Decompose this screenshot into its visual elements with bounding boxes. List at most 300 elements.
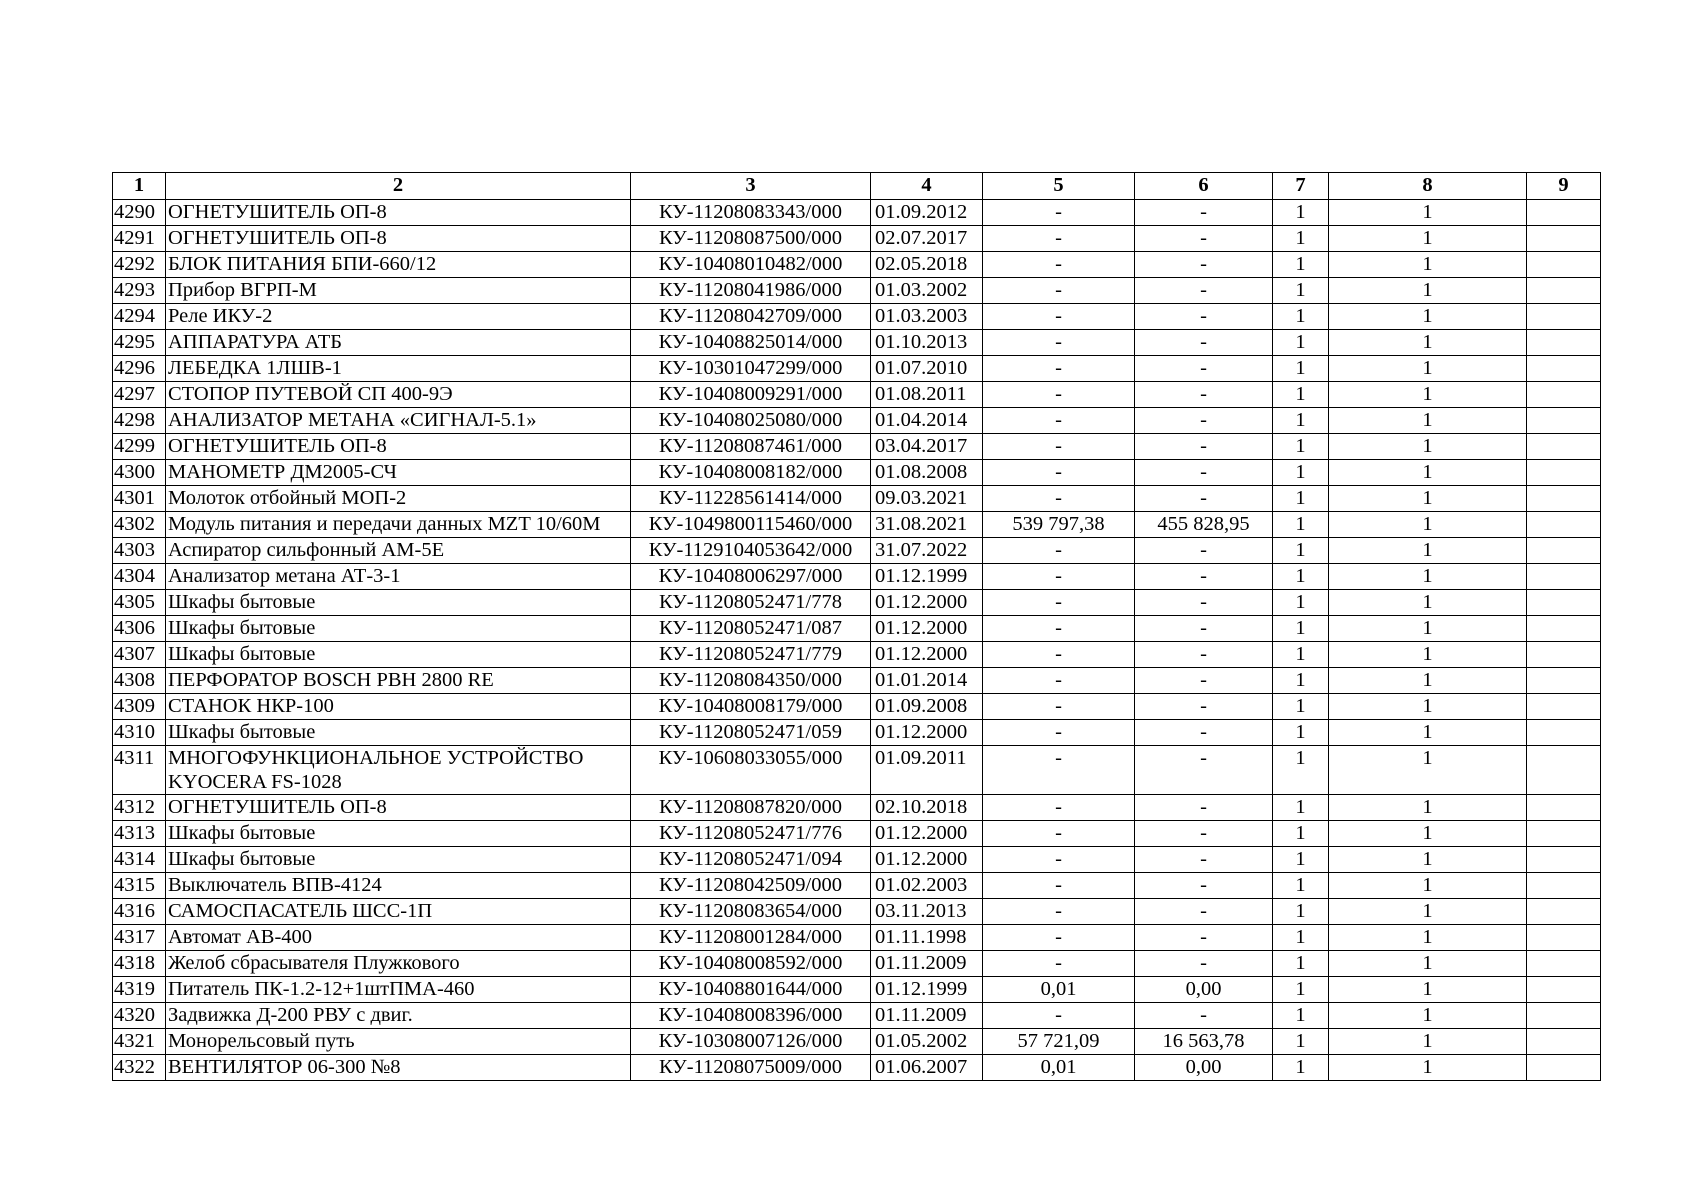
quantity-actual-cell: 1 <box>1329 873 1527 899</box>
residual-value-cell: - <box>1135 564 1273 590</box>
name-cell: МНОГОФУНКЦИОНАЛЬНОЕ УСТРОЙСТВО KYOCERA FS-1028 <box>166 746 631 795</box>
row-number-cell: 4311 <box>113 746 166 795</box>
inventory-code-cell: КУ-10408006297/000 <box>631 564 871 590</box>
quantity-cell: 1 <box>1273 590 1329 616</box>
quantity-actual-cell: 1 <box>1329 564 1527 590</box>
quantity-cell: 1 <box>1273 746 1329 795</box>
name-cell: МАНОМЕТР ДМ2005-СЧ <box>166 460 631 486</box>
table-row <box>113 873 1601 899</box>
date-cell: 31.08.2021 <box>871 512 983 538</box>
column-header: 1 <box>113 173 166 200</box>
quantity-cell: 1 <box>1273 847 1329 873</box>
residual-value-cell: - <box>1135 951 1273 977</box>
table-row <box>113 720 1601 746</box>
note-cell <box>1527 977 1601 1003</box>
value-cell: 539 797,38 <box>983 512 1135 538</box>
table-row <box>113 1003 1601 1029</box>
quantity-actual-cell: 1 <box>1329 694 1527 720</box>
quantity-actual-cell: 1 <box>1329 925 1527 951</box>
quantity-cell: 1 <box>1273 356 1329 382</box>
row-number-cell: 4319 <box>113 977 166 1003</box>
quantity-cell: 1 <box>1273 951 1329 977</box>
value-cell: - <box>983 382 1135 408</box>
date-cell: 01.11.2009 <box>871 951 983 977</box>
note-cell <box>1527 847 1601 873</box>
table-row <box>113 899 1601 925</box>
value-cell: - <box>983 356 1135 382</box>
date-cell: 03.04.2017 <box>871 434 983 460</box>
table-row <box>113 616 1601 642</box>
inventory-code-cell: КУ-10408008182/000 <box>631 460 871 486</box>
residual-value-cell: 0,00 <box>1135 977 1273 1003</box>
name-cell: ЛЕБЕДКА 1ЛШВ-1 <box>166 356 631 382</box>
name-cell: Шкафы бытовые <box>166 847 631 873</box>
inventory-code-cell: КУ-11208052471/059 <box>631 720 871 746</box>
date-cell: 01.07.2010 <box>871 356 983 382</box>
residual-value-cell: - <box>1135 382 1273 408</box>
residual-value-cell: - <box>1135 668 1273 694</box>
quantity-cell: 1 <box>1273 278 1329 304</box>
row-number-cell: 4298 <box>113 408 166 434</box>
note-cell <box>1527 951 1601 977</box>
residual-value-cell: - <box>1135 925 1273 951</box>
name-cell: Автомат АВ-400 <box>166 925 631 951</box>
row-number-cell: 4293 <box>113 278 166 304</box>
name-cell: СТАНОК НКР-100 <box>166 694 631 720</box>
name-cell: Реле ИКУ-2 <box>166 304 631 330</box>
row-number-cell: 4321 <box>113 1029 166 1055</box>
date-cell: 01.11.1998 <box>871 925 983 951</box>
quantity-cell: 1 <box>1273 977 1329 1003</box>
residual-value-cell: 0,00 <box>1135 1055 1273 1081</box>
quantity-cell: 1 <box>1273 408 1329 434</box>
date-cell: 01.12.2000 <box>871 590 983 616</box>
quantity-actual-cell: 1 <box>1329 899 1527 925</box>
date-cell: 02.10.2018 <box>871 795 983 821</box>
name-cell: Шкафы бытовые <box>166 720 631 746</box>
date-cell: 01.12.2000 <box>871 720 983 746</box>
name-cell: Задвижка Д-200 РВУ с двиг. <box>166 1003 631 1029</box>
column-header: 6 <box>1135 173 1273 200</box>
quantity-cell: 1 <box>1273 720 1329 746</box>
inventory-code-cell: КУ-11208041986/000 <box>631 278 871 304</box>
residual-value-cell: - <box>1135 486 1273 512</box>
residual-value-cell: - <box>1135 720 1273 746</box>
inventory-code-cell: КУ-11208083654/000 <box>631 899 871 925</box>
row-number-cell: 4297 <box>113 382 166 408</box>
note-cell <box>1527 616 1601 642</box>
row-number-cell: 4312 <box>113 795 166 821</box>
quantity-cell: 1 <box>1273 925 1329 951</box>
date-cell: 01.12.2000 <box>871 616 983 642</box>
note-cell <box>1527 564 1601 590</box>
quantity-cell: 1 <box>1273 304 1329 330</box>
quantity-cell: 1 <box>1273 512 1329 538</box>
date-cell: 01.09.2011 <box>871 746 983 795</box>
date-cell: 01.11.2009 <box>871 1003 983 1029</box>
inventory-code-cell: КУ-10408008179/000 <box>631 694 871 720</box>
quantity-actual-cell: 1 <box>1329 304 1527 330</box>
value-cell: - <box>983 460 1135 486</box>
name-cell: Монорельсовый путь <box>166 1029 631 1055</box>
residual-value-cell: - <box>1135 356 1273 382</box>
residual-value-cell: - <box>1135 538 1273 564</box>
inventory-table-container <box>112 172 1600 1081</box>
date-cell: 01.12.2000 <box>871 847 983 873</box>
value-cell: - <box>983 899 1135 925</box>
table-row <box>113 252 1601 278</box>
inventory-code-cell: КУ-10301047299/000 <box>631 356 871 382</box>
table-row <box>113 590 1601 616</box>
note-cell <box>1527 821 1601 847</box>
inventory-code-cell: КУ-10608033055/000 <box>631 746 871 795</box>
date-cell: 01.12.2000 <box>871 642 983 668</box>
table-row <box>113 538 1601 564</box>
quantity-cell: 1 <box>1273 899 1329 925</box>
value-cell: - <box>983 278 1135 304</box>
residual-value-cell: - <box>1135 746 1273 795</box>
value-cell: - <box>983 226 1135 252</box>
note-cell <box>1527 356 1601 382</box>
residual-value-cell: - <box>1135 795 1273 821</box>
quantity-cell: 1 <box>1273 1055 1329 1081</box>
date-cell: 01.12.1999 <box>871 564 983 590</box>
value-cell: - <box>983 434 1135 460</box>
date-cell: 01.12.1999 <box>871 977 983 1003</box>
name-cell: Шкафы бытовые <box>166 616 631 642</box>
note-cell <box>1527 873 1601 899</box>
quantity-cell: 1 <box>1273 226 1329 252</box>
date-cell: 01.09.2008 <box>871 694 983 720</box>
quantity-actual-cell: 1 <box>1329 330 1527 356</box>
table-row <box>113 1029 1601 1055</box>
note-cell <box>1527 642 1601 668</box>
row-number-cell: 4295 <box>113 330 166 356</box>
note-cell <box>1527 795 1601 821</box>
name-cell: СТОПОР ПУТЕВОЙ СП 400-9Э <box>166 382 631 408</box>
row-number-cell: 4300 <box>113 460 166 486</box>
value-cell: 0,01 <box>983 977 1135 1003</box>
quantity-cell: 1 <box>1273 616 1329 642</box>
table-row <box>113 486 1601 512</box>
row-number-cell: 4317 <box>113 925 166 951</box>
date-cell: 01.10.2013 <box>871 330 983 356</box>
name-cell: Выключатель ВПВ-4124 <box>166 873 631 899</box>
quantity-actual-cell: 1 <box>1329 720 1527 746</box>
table-row <box>113 795 1601 821</box>
residual-value-cell: - <box>1135 460 1273 486</box>
column-header: 4 <box>871 173 983 200</box>
value-cell: - <box>983 486 1135 512</box>
note-cell <box>1527 382 1601 408</box>
date-cell: 01.02.2003 <box>871 873 983 899</box>
row-number-cell: 4320 <box>113 1003 166 1029</box>
value-cell: - <box>983 616 1135 642</box>
table-row <box>113 668 1601 694</box>
residual-value-cell: - <box>1135 226 1273 252</box>
name-cell: АППАРАТУРА АТБ <box>166 330 631 356</box>
value-cell: - <box>983 330 1135 356</box>
residual-value-cell: - <box>1135 899 1273 925</box>
name-cell: Молоток отбойный МОП-2 <box>166 486 631 512</box>
quantity-actual-cell: 1 <box>1329 642 1527 668</box>
value-cell: - <box>983 304 1135 330</box>
date-cell: 31.07.2022 <box>871 538 983 564</box>
note-cell <box>1527 278 1601 304</box>
quantity-cell: 1 <box>1273 668 1329 694</box>
row-number-cell: 4307 <box>113 642 166 668</box>
column-header: 2 <box>166 173 631 200</box>
quantity-actual-cell: 1 <box>1329 1003 1527 1029</box>
value-cell: - <box>983 951 1135 977</box>
table-row <box>113 925 1601 951</box>
quantity-actual-cell: 1 <box>1329 951 1527 977</box>
residual-value-cell: 16 563,78 <box>1135 1029 1273 1055</box>
column-header: 5 <box>983 173 1135 200</box>
name-cell: Шкафы бытовые <box>166 590 631 616</box>
date-cell: 01.05.2002 <box>871 1029 983 1055</box>
value-cell: - <box>983 873 1135 899</box>
quantity-actual-cell: 1 <box>1329 590 1527 616</box>
quantity-cell: 1 <box>1273 460 1329 486</box>
note-cell <box>1527 1003 1601 1029</box>
value-cell: - <box>983 1003 1135 1029</box>
quantity-cell: 1 <box>1273 252 1329 278</box>
name-cell: ОГНЕТУШИТЕЛЬ ОП-8 <box>166 795 631 821</box>
note-cell <box>1527 304 1601 330</box>
quantity-cell: 1 <box>1273 642 1329 668</box>
residual-value-cell: - <box>1135 252 1273 278</box>
value-cell: - <box>983 252 1135 278</box>
inventory-code-cell: КУ-11208087820/000 <box>631 795 871 821</box>
note-cell <box>1527 434 1601 460</box>
row-number-cell: 4313 <box>113 821 166 847</box>
quantity-actual-cell: 1 <box>1329 408 1527 434</box>
quantity-actual-cell: 1 <box>1329 795 1527 821</box>
residual-value-cell: - <box>1135 694 1273 720</box>
column-header: 9 <box>1527 173 1601 200</box>
quantity-cell: 1 <box>1273 382 1329 408</box>
inventory-code-cell: КУ-11208087461/000 <box>631 434 871 460</box>
table-row <box>113 977 1601 1003</box>
residual-value-cell: - <box>1135 434 1273 460</box>
residual-value-cell: - <box>1135 278 1273 304</box>
table-row <box>113 564 1601 590</box>
table-row <box>113 408 1601 434</box>
date-cell: 03.11.2013 <box>871 899 983 925</box>
quantity-cell: 1 <box>1273 200 1329 226</box>
inventory-code-cell: КУ-10408010482/000 <box>631 252 871 278</box>
quantity-actual-cell: 1 <box>1329 512 1527 538</box>
table-row <box>113 951 1601 977</box>
row-number-cell: 4302 <box>113 512 166 538</box>
name-cell: ОГНЕТУШИТЕЛЬ ОП-8 <box>166 200 631 226</box>
date-cell: 01.03.2003 <box>871 304 983 330</box>
name-cell: Модуль питания и передачи данных MZT 10/60M <box>166 512 631 538</box>
row-number-cell: 4292 <box>113 252 166 278</box>
row-number-cell: 4314 <box>113 847 166 873</box>
quantity-cell: 1 <box>1273 795 1329 821</box>
note-cell <box>1527 460 1601 486</box>
row-number-cell: 4316 <box>113 899 166 925</box>
row-number-cell: 4318 <box>113 951 166 977</box>
inventory-code-cell: КУ-1129104053642/000 <box>631 538 871 564</box>
quantity-cell: 1 <box>1273 538 1329 564</box>
date-cell: 01.09.2012 <box>871 200 983 226</box>
inventory-code-cell: КУ-10408825014/000 <box>631 330 871 356</box>
table-row <box>113 746 1601 795</box>
table-row <box>113 304 1601 330</box>
inventory-code-cell: КУ-11228561414/000 <box>631 486 871 512</box>
residual-value-cell: 455 828,95 <box>1135 512 1273 538</box>
residual-value-cell: - <box>1135 200 1273 226</box>
note-cell <box>1527 668 1601 694</box>
column-header: 3 <box>631 173 871 200</box>
value-cell: - <box>983 821 1135 847</box>
row-number-cell: 4310 <box>113 720 166 746</box>
table-row <box>113 821 1601 847</box>
residual-value-cell: - <box>1135 408 1273 434</box>
inventory-code-cell: КУ-11208052471/094 <box>631 847 871 873</box>
note-cell <box>1527 1055 1601 1081</box>
table-row <box>113 512 1601 538</box>
note-cell <box>1527 925 1601 951</box>
date-cell: 01.08.2011 <box>871 382 983 408</box>
quantity-cell: 1 <box>1273 1003 1329 1029</box>
row-number-cell: 4303 <box>113 538 166 564</box>
column-header: 8 <box>1329 173 1527 200</box>
table-row <box>113 356 1601 382</box>
value-cell: - <box>983 668 1135 694</box>
name-cell: Шкафы бытовые <box>166 821 631 847</box>
date-cell: 01.04.2014 <box>871 408 983 434</box>
inventory-code-cell: КУ-10308007126/000 <box>631 1029 871 1055</box>
quantity-actual-cell: 1 <box>1329 1055 1527 1081</box>
quantity-actual-cell: 1 <box>1329 356 1527 382</box>
row-number-cell: 4315 <box>113 873 166 899</box>
column-header: 7 <box>1273 173 1329 200</box>
row-number-cell: 4291 <box>113 226 166 252</box>
quantity-actual-cell: 1 <box>1329 1029 1527 1055</box>
value-cell: - <box>983 720 1135 746</box>
table-body <box>113 200 1601 1081</box>
quantity-actual-cell: 1 <box>1329 434 1527 460</box>
note-cell <box>1527 486 1601 512</box>
quantity-cell: 1 <box>1273 486 1329 512</box>
row-number-cell: 4299 <box>113 434 166 460</box>
quantity-actual-cell: 1 <box>1329 486 1527 512</box>
date-cell: 09.03.2021 <box>871 486 983 512</box>
value-cell: - <box>983 408 1135 434</box>
name-cell: ОГНЕТУШИТЕЛЬ ОП-8 <box>166 434 631 460</box>
note-cell <box>1527 720 1601 746</box>
table-row <box>113 278 1601 304</box>
date-cell: 01.01.2014 <box>871 668 983 694</box>
name-cell: ПЕРФОРАТОР BOSCH PBH 2800 RE <box>166 668 631 694</box>
note-cell <box>1527 694 1601 720</box>
header-row <box>113 173 1601 200</box>
note-cell <box>1527 200 1601 226</box>
quantity-actual-cell: 1 <box>1329 460 1527 486</box>
residual-value-cell: - <box>1135 847 1273 873</box>
row-number-cell: 4290 <box>113 200 166 226</box>
table-row <box>113 382 1601 408</box>
inventory-code-cell: КУ-11208083343/000 <box>631 200 871 226</box>
value-cell: - <box>983 795 1135 821</box>
quantity-actual-cell: 1 <box>1329 977 1527 1003</box>
residual-value-cell: - <box>1135 821 1273 847</box>
note-cell <box>1527 538 1601 564</box>
inventory-code-cell: КУ-11208052471/776 <box>631 821 871 847</box>
name-cell: Анализатор метана АТ-3-1 <box>166 564 631 590</box>
note-cell <box>1527 252 1601 278</box>
name-cell: Аспиратор сильфонный АМ-5Е <box>166 538 631 564</box>
note-cell <box>1527 226 1601 252</box>
inventory-code-cell: КУ-10408025080/000 <box>631 408 871 434</box>
name-cell: ВЕНТИЛЯТОР 06-300 №8 <box>166 1055 631 1081</box>
residual-value-cell: - <box>1135 304 1273 330</box>
quantity-actual-cell: 1 <box>1329 538 1527 564</box>
note-cell <box>1527 746 1601 795</box>
residual-value-cell: - <box>1135 1003 1273 1029</box>
table-row <box>113 460 1601 486</box>
table-row <box>113 694 1601 720</box>
date-cell: 02.05.2018 <box>871 252 983 278</box>
name-cell: Шкафы бытовые <box>166 642 631 668</box>
quantity-cell: 1 <box>1273 1029 1329 1055</box>
inventory-code-cell: КУ-10408008396/000 <box>631 1003 871 1029</box>
inventory-code-cell: КУ-11208042709/000 <box>631 304 871 330</box>
quantity-cell: 1 <box>1273 873 1329 899</box>
value-cell: - <box>983 200 1135 226</box>
quantity-actual-cell: 1 <box>1329 847 1527 873</box>
inventory-code-cell: КУ-11208052471/778 <box>631 590 871 616</box>
row-number-cell: 4304 <box>113 564 166 590</box>
note-cell <box>1527 408 1601 434</box>
name-cell: САМОСПАСАТЕЛЬ ШСС-1П <box>166 899 631 925</box>
quantity-actual-cell: 1 <box>1329 382 1527 408</box>
table-row <box>113 200 1601 226</box>
note-cell <box>1527 330 1601 356</box>
quantity-cell: 1 <box>1273 694 1329 720</box>
row-number-cell: 4322 <box>113 1055 166 1081</box>
value-cell: - <box>983 847 1135 873</box>
date-cell: 01.06.2007 <box>871 1055 983 1081</box>
quantity-cell: 1 <box>1273 821 1329 847</box>
value-cell: 0,01 <box>983 1055 1135 1081</box>
inventory-code-cell: КУ-11208075009/000 <box>631 1055 871 1081</box>
date-cell: 02.07.2017 <box>871 226 983 252</box>
residual-value-cell: - <box>1135 616 1273 642</box>
name-cell: БЛОК ПИТАНИЯ БПИ-660/12 <box>166 252 631 278</box>
date-cell: 01.08.2008 <box>871 460 983 486</box>
inventory-code-cell: КУ-10408008592/000 <box>631 951 871 977</box>
row-number-cell: 4301 <box>113 486 166 512</box>
date-cell: 01.03.2002 <box>871 278 983 304</box>
quantity-actual-cell: 1 <box>1329 278 1527 304</box>
inventory-code-cell: КУ-10408801644/000 <box>631 977 871 1003</box>
name-cell: Желоб сбрасывателя Плужкового <box>166 951 631 977</box>
row-number-cell: 4306 <box>113 616 166 642</box>
value-cell: - <box>983 746 1135 795</box>
value-cell: - <box>983 925 1135 951</box>
quantity-actual-cell: 1 <box>1329 616 1527 642</box>
table-row <box>113 330 1601 356</box>
residual-value-cell: - <box>1135 642 1273 668</box>
table-row <box>113 1055 1601 1081</box>
table-row <box>113 434 1601 460</box>
inventory-code-cell: КУ-11208087500/000 <box>631 226 871 252</box>
